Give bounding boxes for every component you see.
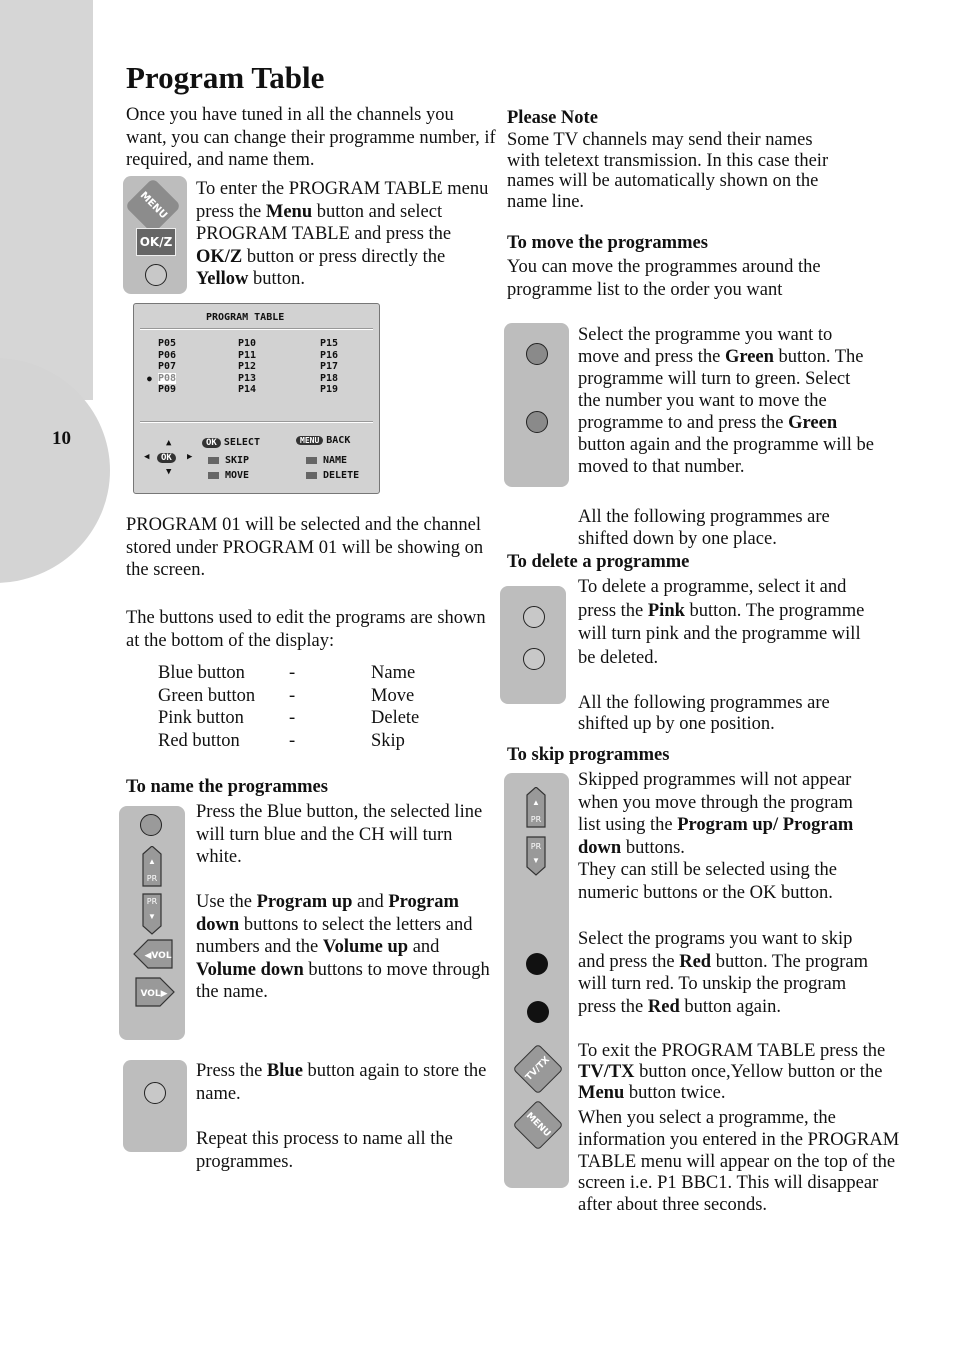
page-number-circle [0, 358, 110, 583]
remote-store [123, 1060, 187, 1152]
volume-up-down-icon [132, 934, 176, 1024]
delete-step-2: All the following programmes are shifted up by one position. [578, 693, 830, 734]
osd-ok-icon: OK [157, 452, 179, 463]
osd-skip-hint: SKIP [208, 455, 249, 466]
enter-instructions: To enter the PROGRAM TABLE menu press the Menu button and select PROGRAM TABLE and press the OK/Z button or press directly the Yellow button. [196, 179, 489, 289]
svg-text:PR: PR [530, 815, 542, 824]
table-row: Pink button - Delete [158, 708, 420, 728]
osd-col-3: P15 P16 P17 P18 P19 [320, 338, 339, 395]
pink-button-icon [523, 606, 545, 628]
svg-text:▼: ▼ [148, 912, 156, 921]
blue-button-icon [144, 1082, 166, 1104]
program-up-down-icon [525, 787, 547, 877]
note-heading: Please Note [507, 108, 598, 128]
name-step-1: Press the Blue button, the selected line will turn blue and the CH will turn white. [196, 802, 483, 867]
table-row: Red button - Skip [158, 730, 405, 751]
osd-right-arrow-icon: ▶ [187, 452, 193, 462]
note-text: Some TV channels may send their names with teletext transmission. In this case their names will be automatically shown on the name line. [507, 130, 829, 212]
move-step-1: Select the programme you want to move and press the Green button. The programme will turn to green. Select the number you want to move the programme to and press the Green button again and the programme will be moved to that number. [578, 325, 874, 477]
svg-text:▲: ▲ [532, 798, 540, 807]
move-heading: To move the programmes [507, 233, 708, 253]
exit-instruction: To exit the PROGRAM TABLE press the TV/TX button once,Yellow button or the Menu button twice. [578, 1041, 886, 1103]
move-intro: You can move the programmes around the programme list to the order you want [507, 257, 821, 300]
skip-step-2: Select the programs you want to skip and press the Red button. The program will turn red. To unskip the program press the Red button again. [578, 929, 868, 1017]
remote-menu-okz [123, 176, 187, 294]
name-step-2: Use the Program up and Program down buttons to select the letters and numbers and the Volume up and Volume down buttons to move through the name. [196, 892, 490, 1002]
skip-step-1: Skipped programmes will not appear when you move through the program list using the Program up/ Program down buttons. They can still be selected using the numeric buttons or the OK button. [578, 770, 854, 903]
move-step-2: All the following programmes are shifted down by one place. [578, 507, 830, 549]
svg-text:◀VOL: ◀VOL [144, 951, 172, 961]
name-heading: To name the programmes [126, 777, 328, 797]
program-table-osd [133, 303, 380, 494]
osd-delete-hint: DELETE [306, 470, 359, 481]
yellow-button-icon [145, 264, 167, 286]
page-number: 10 [52, 428, 71, 449]
program-up-down-icon [141, 846, 163, 936]
red-button-icon [527, 1001, 549, 1023]
repeat-instruction: Repeat this process to name all the programmes. [196, 1129, 453, 1172]
store-instruction: Press the Blue button again to store the name. [196, 1061, 487, 1104]
green-button-icon [526, 343, 548, 365]
remote-skip [504, 773, 569, 1188]
osd-select-hint: OK SELECT [202, 437, 260, 448]
svg-text:▼: ▼ [532, 856, 540, 865]
delete-heading: To delete a programme [507, 552, 690, 572]
table-row: Green button - Move [158, 685, 415, 706]
svg-text:VOL▶: VOL▶ [140, 989, 168, 999]
table-row: Blue button - Name [158, 663, 416, 683]
osd-col-1: P05 P06 P07 P08 P09 [158, 338, 177, 395]
menu-key-icon: MENU [513, 1100, 564, 1151]
svg-text:▲: ▲ [148, 857, 156, 866]
osd-title: PROGRAM TABLE [206, 312, 285, 323]
osd-cursor-icon: ● [147, 374, 152, 383]
tvtx-key-icon: TV/TX [513, 1044, 564, 1095]
remote-delete [500, 586, 566, 704]
osd-left-arrow-icon: ◀ [144, 452, 150, 462]
osd-back-hint: MENU BACK [296, 435, 350, 446]
okz-key-icon: OK/Z [136, 228, 176, 256]
program01-paragraph: PROGRAM 01 will be selected and the channel stored under PROGRAM 01 will be showing on the screen. [126, 515, 484, 580]
final-paragraph: When you select a programme, the information you entered in the PROGRAM TABLE menu will appear on the top of the screen i.e. P1 BBC1. This will disappear after about three seconds. [578, 1108, 900, 1216]
remote-name [119, 806, 185, 1040]
margin-strip [0, 0, 93, 400]
pink-button-icon [523, 648, 545, 670]
buttons-intro: The buttons used to edit the programs are shown at the bottom of the display: [126, 608, 486, 651]
osd-down-arrow-icon: ▼ [166, 467, 172, 477]
osd-col-2: P10 P11 P12 P13 P14 [238, 338, 257, 395]
page-title: Program Table [126, 60, 325, 95]
blue-button-icon [140, 814, 162, 836]
osd-move-hint: MOVE [208, 470, 249, 481]
svg-text:PR: PR [530, 842, 542, 851]
menu-key-icon: MENU [125, 178, 182, 235]
svg-text:PR: PR [146, 874, 158, 883]
osd-name-hint: NAME [306, 455, 347, 466]
intro-paragraph: Once you have tuned in all the channels you want, you can change their programme number, if required, and name them. [126, 105, 496, 170]
delete-step-1: To delete a programme, select it and press the Pink button. The programme will turn pink and the programme will be deleted. [578, 577, 865, 668]
svg-text:PR: PR [146, 897, 158, 906]
red-button-icon [526, 953, 548, 975]
green-button-icon [526, 411, 548, 433]
skip-heading: To skip programmes [507, 745, 670, 765]
button-map-table [158, 662, 419, 752]
osd-up-arrow-icon: ▲ [166, 438, 172, 448]
remote-move [504, 323, 569, 487]
